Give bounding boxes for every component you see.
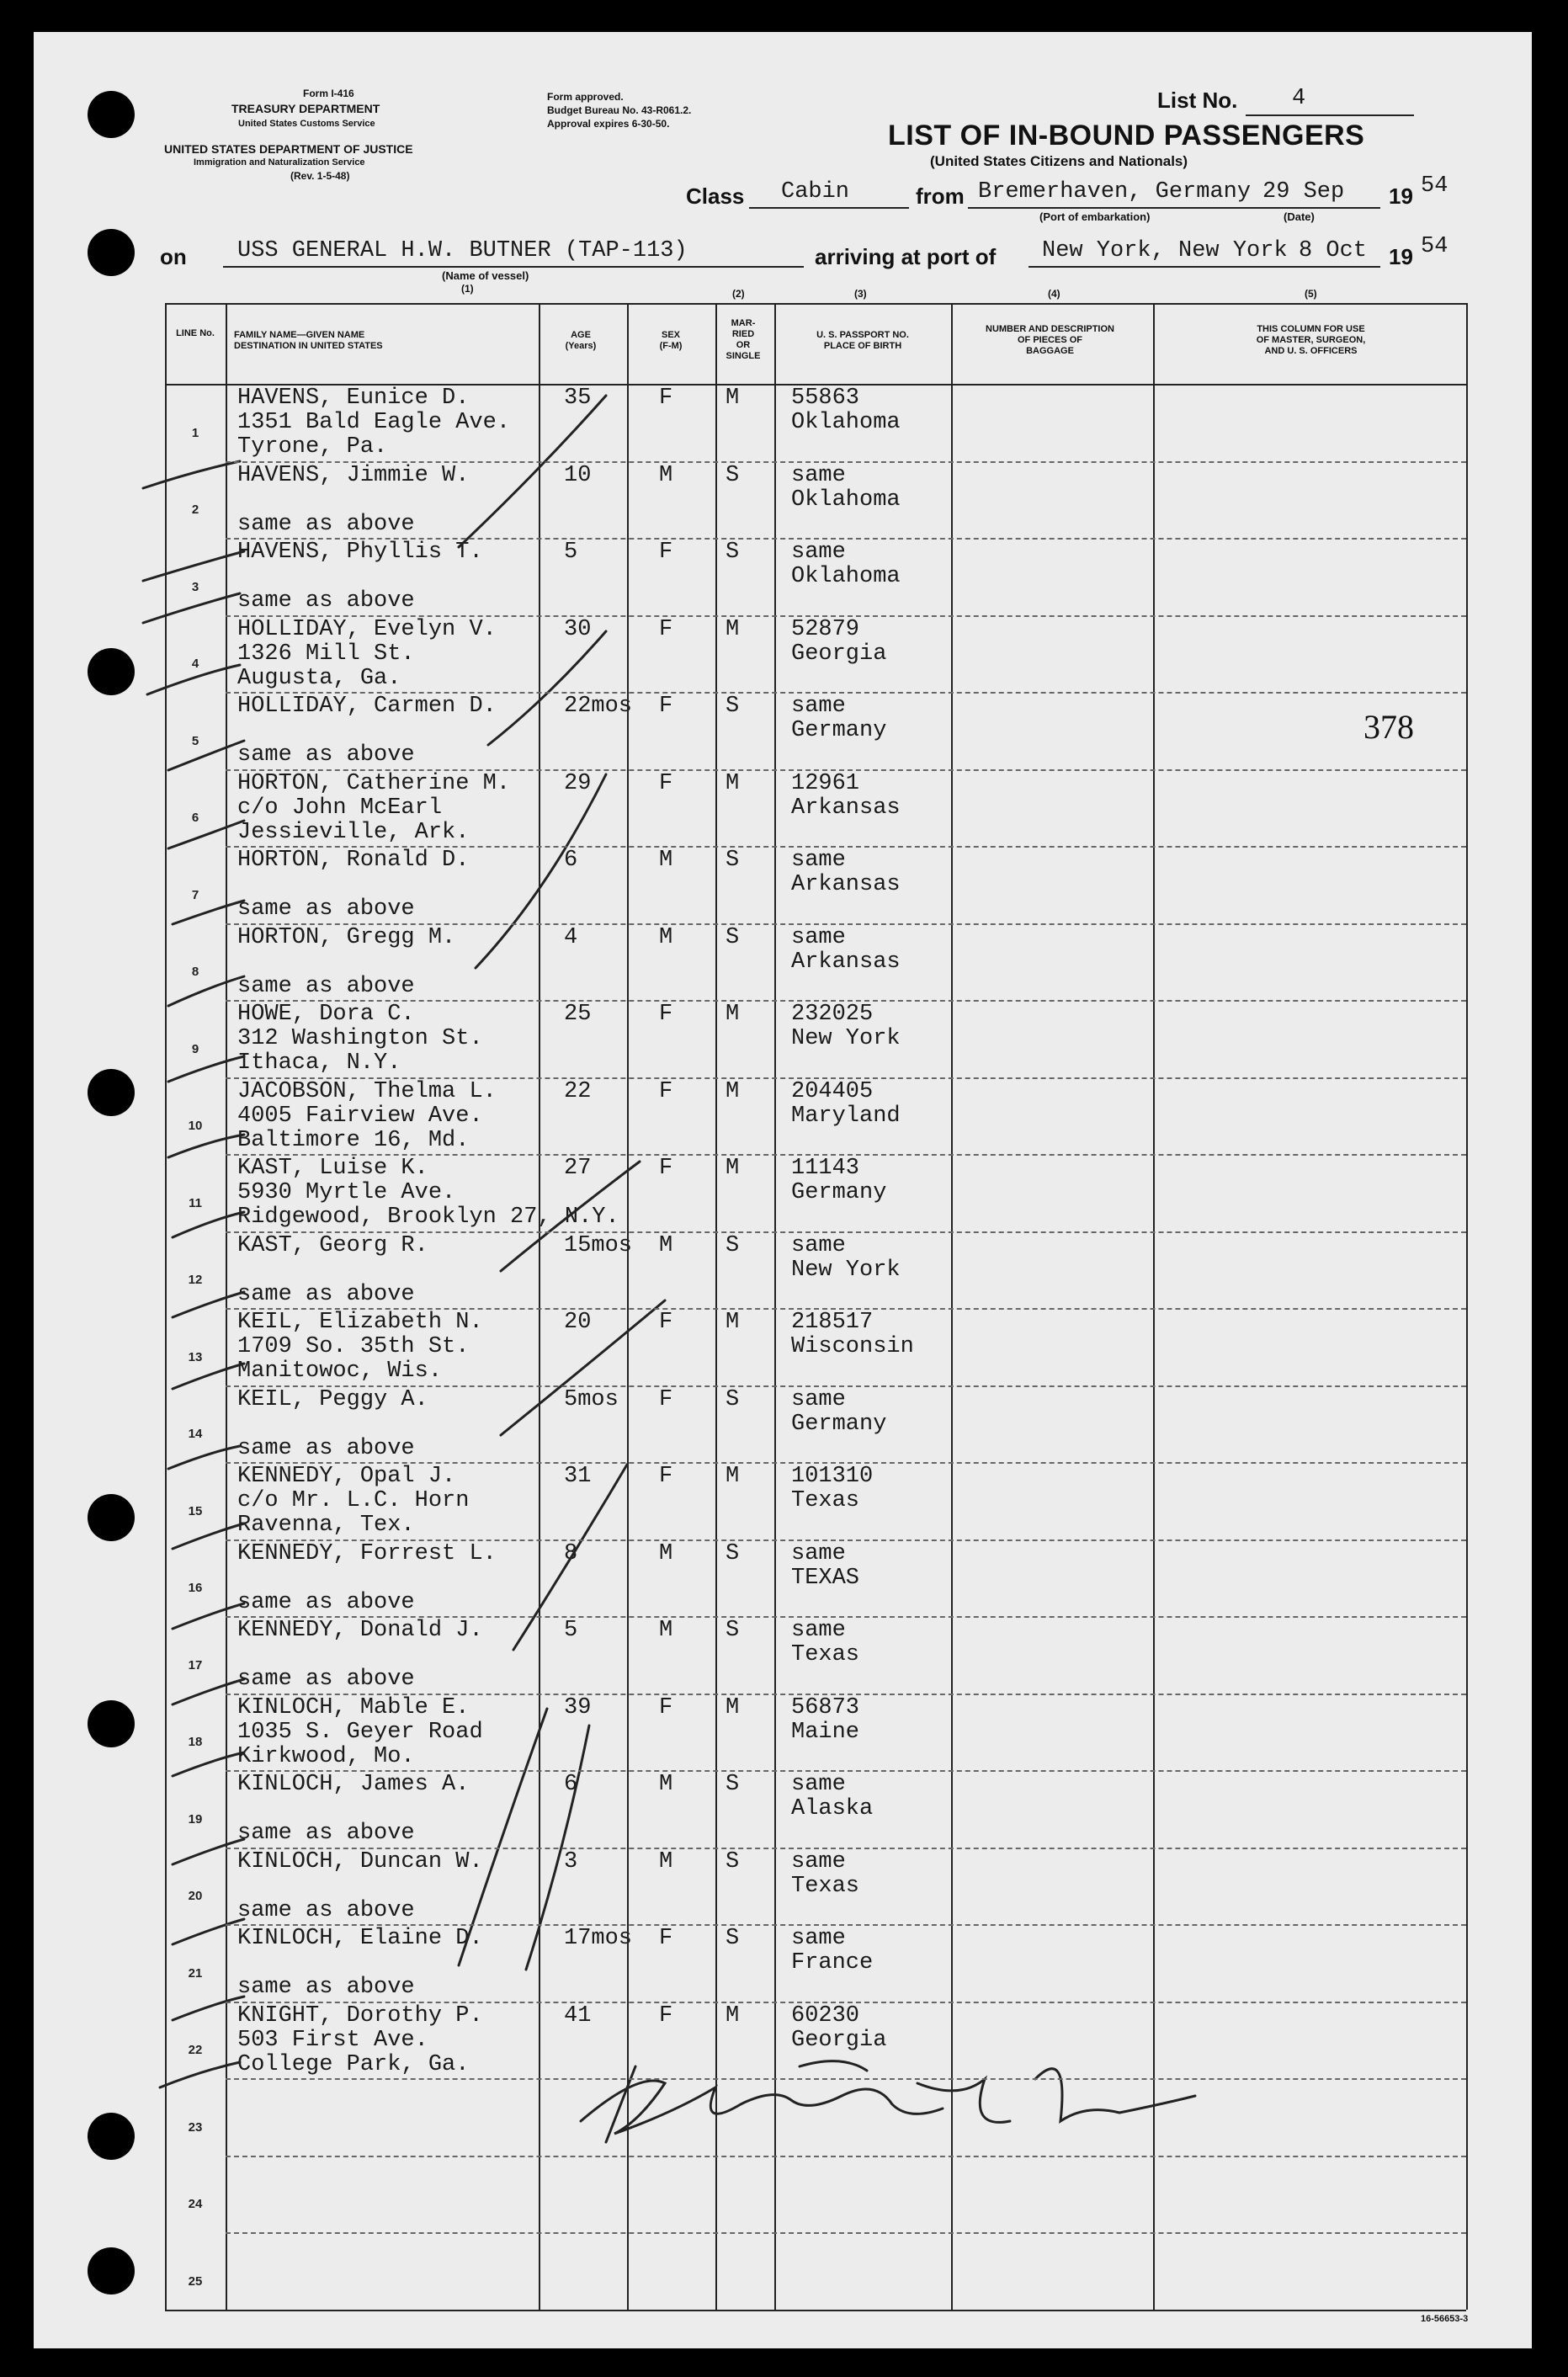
vessel-name: USS GENERAL H.W. BUTNER (TAP-113): [237, 238, 688, 263]
destination-city: same as above: [237, 1975, 415, 2000]
marital-status: M: [726, 1078, 740, 1104]
passenger-sex: F: [659, 540, 673, 565]
row-number: 25: [188, 2273, 203, 2289]
passenger-name: KENNEDY, Donald J.: [237, 1618, 483, 1643]
passenger-age: 20: [564, 1310, 592, 1335]
passenger-sex: M: [659, 462, 673, 488]
arrival-year: 54: [1421, 234, 1448, 259]
passenger-name: KAST, Luise K.: [237, 1156, 428, 1181]
passenger-age: 10: [564, 462, 592, 488]
place-of-birth: Texas: [791, 1488, 860, 1513]
marital-status: M: [726, 386, 740, 411]
destination-city: College Park, Ga.: [237, 2051, 470, 2077]
destination-city: same as above: [237, 1667, 415, 1692]
place-of-birth: Maine: [791, 1719, 860, 1745]
passenger-sex: M: [659, 1232, 673, 1258]
passport-number: 11143: [791, 1156, 860, 1181]
row-number: 1: [191, 425, 199, 440]
place-of-birth: Arkansas: [791, 795, 901, 821]
passenger-age: 22: [564, 1078, 592, 1104]
port-embarkation-caption: (Port of embarkation): [1039, 210, 1151, 223]
row-number: 17: [188, 1657, 203, 1672]
passenger-sex: F: [659, 1926, 673, 1951]
passport-number: 60230: [791, 2002, 860, 2029]
destination-street: 1351 Bald Eagle Ave.: [237, 410, 511, 435]
destination-city: same as above: [237, 1821, 415, 1846]
marital-status: S: [726, 1232, 740, 1258]
passenger-age: 39: [564, 1694, 592, 1720]
col-num-2: (2): [732, 288, 745, 300]
passport-number: 232025: [791, 1002, 874, 1027]
customs-service: United States Customs Service: [238, 119, 375, 129]
row-number: 12: [188, 1273, 203, 1287]
destination-street: 4005 Fairview Ave.: [237, 1103, 483, 1129]
passenger-age: 31: [564, 1464, 592, 1489]
passport-number: 204405: [791, 1078, 874, 1104]
place-of-birth: TEXAS: [791, 1565, 860, 1591]
treasury-dept: TREASURY DEPARTMENT: [231, 102, 380, 115]
list-number: 4: [1292, 86, 1306, 111]
passport-number: same: [791, 924, 846, 950]
passenger-sex: F: [659, 1310, 673, 1335]
marital-status: S: [726, 1926, 740, 1951]
place-of-birth: Arkansas: [791, 949, 901, 975]
marital-status: M: [726, 1156, 740, 1181]
passenger-age: 6: [564, 848, 578, 873]
row-number: 10: [188, 1119, 203, 1133]
place-of-birth: Oklahoma: [791, 564, 901, 589]
col-num-4: (4): [1048, 288, 1060, 300]
passport-number: 12961: [791, 770, 860, 796]
passenger-sex: F: [659, 1694, 673, 1720]
on-label: on: [160, 244, 187, 269]
col-num-3: (3): [854, 288, 867, 300]
class-label: Class: [686, 183, 745, 209]
passenger-name: HAVENS, Phyllis T.: [237, 540, 483, 565]
col-header-name: FAMILY NAME—GIVEN NAME DESTINATION IN UNITED STATES: [234, 330, 383, 351]
passenger-age: 5: [564, 1618, 578, 1643]
row-number: 4: [191, 657, 199, 671]
arrival-port: New York, New York: [1042, 238, 1288, 263]
passenger-name: HOLLIDAY, Evelyn V.: [237, 616, 497, 642]
place-of-birth: Germany: [791, 1180, 887, 1205]
passenger-sex: F: [659, 1078, 673, 1104]
marital-status: S: [726, 1386, 740, 1412]
marital-status: M: [726, 1002, 740, 1027]
marital-status: M: [726, 1310, 740, 1335]
row-number: 7: [191, 887, 199, 902]
destination-city: Ridgewood, Brooklyn 27, N.Y.: [237, 1204, 619, 1230]
class-value: Cabin: [781, 179, 850, 205]
place-of-birth: Germany: [791, 1411, 887, 1437]
passenger-sex: M: [659, 848, 673, 873]
passenger-name: KENNEDY, Opal J.: [237, 1464, 456, 1489]
destination-city: Tyrone, Pa.: [237, 434, 388, 460]
destination-street: 1326 Mill St.: [237, 641, 415, 667]
passenger-sex: F: [659, 2002, 673, 2029]
justice-dept: UNITED STATES DEPARTMENT OF JUSTICE: [164, 142, 413, 156]
destination-street: c/o John McEarl: [237, 795, 443, 821]
page-stamp-number: 378: [1363, 708, 1414, 746]
passport-number: same: [791, 1386, 846, 1412]
passenger-name: HORTON, Gregg M.: [237, 924, 456, 950]
place-of-birth: Oklahoma: [791, 487, 901, 513]
marital-status: S: [726, 462, 740, 488]
passenger-age: 27: [564, 1156, 592, 1181]
marital-status: S: [726, 694, 740, 719]
passport-number: 55863: [791, 386, 860, 411]
col-num-5: (5): [1305, 288, 1317, 300]
budget-bureau: Budget Bureau No. 43-R061.2.: [547, 104, 692, 116]
col-header-age: AGE (Years): [565, 330, 597, 351]
from-label: from: [916, 183, 965, 209]
vessel-col-num: (1): [461, 283, 474, 295]
marital-status: M: [726, 2002, 740, 2029]
destination-city: same as above: [237, 742, 415, 768]
destination-street: 503 First Ave.: [237, 2027, 428, 2053]
destination-street: 1709 So. 35th St.: [237, 1334, 470, 1359]
passenger-sex: M: [659, 1540, 673, 1566]
row-number: 21: [188, 1965, 203, 1981]
row-number: 16: [188, 1581, 203, 1595]
passenger-age: 35: [564, 386, 592, 411]
arriving-label: arriving at port of: [815, 244, 997, 269]
passenger-name: KINLOCH, Elaine D.: [237, 1926, 483, 1951]
passenger-sex: M: [659, 1772, 673, 1797]
passport-number: 56873: [791, 1694, 860, 1720]
passenger-name: KINLOCH, Duncan W.: [237, 1848, 483, 1874]
destination-city: same as above: [237, 1435, 415, 1461]
place-of-birth: New York: [791, 1257, 901, 1283]
passenger-sex: F: [659, 1386, 673, 1412]
form-approved: Form approved.: [547, 91, 624, 103]
destination-street: 1035 S. Geyer Road: [237, 1719, 483, 1745]
passenger-age: 29: [564, 770, 592, 796]
col-header-baggage: NUMBER AND DESCRIPTION OF PIECES OF BAGGAGE: [986, 324, 1114, 356]
marital-status: S: [726, 1772, 740, 1797]
passenger-name: KENNEDY, Forrest L.: [237, 1540, 497, 1566]
row-number: 5: [191, 733, 199, 748]
place-of-birth: France: [791, 1950, 874, 1976]
approval-expires: Approval expires 6-30-50.: [547, 118, 670, 130]
passenger-name: KINLOCH, Mable E.: [237, 1694, 470, 1720]
passenger-age: 6: [564, 1772, 578, 1797]
row-number: 23: [188, 2119, 203, 2135]
destination-street: 5930 Myrtle Ave.: [237, 1180, 456, 1205]
col-header-married: MAR- RIED OR SINGLE: [726, 318, 761, 361]
row-number: 22: [188, 2043, 203, 2057]
passenger-sex: F: [659, 616, 673, 642]
row-number: 24: [188, 2197, 203, 2211]
passenger-age: 3: [564, 1848, 578, 1874]
col-header-sex: SEX (F-M): [659, 330, 683, 351]
marital-status: S: [726, 924, 740, 950]
place-of-birth: Texas: [791, 1873, 860, 1899]
col-header-passport: U. S. PASSPORT NO. PLACE OF BIRTH: [816, 330, 909, 351]
form-revision: (Rev. 1-5-48): [290, 170, 350, 182]
place-of-birth: New York: [791, 1026, 901, 1051]
port-of-embarkation: Bremerhaven, Germany: [978, 179, 1252, 205]
passenger-name: HOWE, Dora C.: [237, 1002, 415, 1027]
passport-number: 218517: [791, 1310, 874, 1335]
passenger-sex: M: [659, 924, 673, 950]
passenger-name: HAVENS, Jimmie W.: [237, 462, 470, 488]
passenger-name: KAST, Georg R.: [237, 1232, 428, 1258]
destination-city: same as above: [237, 896, 415, 922]
ins-service: Immigration and Naturalization Service: [194, 157, 365, 168]
passenger-age: 15mos: [564, 1232, 633, 1258]
marital-status: M: [726, 616, 740, 642]
passport-number: same: [791, 1540, 846, 1566]
marital-status: S: [726, 1618, 740, 1643]
passport-number: same: [791, 1772, 846, 1797]
marital-status: M: [726, 1694, 740, 1720]
destination-city: same as above: [237, 588, 415, 614]
passport-number: same: [791, 1232, 846, 1258]
passenger-name: KEIL, Elizabeth N.: [237, 1310, 483, 1335]
row-number: 18: [188, 1735, 203, 1749]
row-number: 15: [188, 1503, 203, 1518]
passenger-age: 30: [564, 616, 592, 642]
place-of-birth: Oklahoma: [791, 410, 901, 435]
row-number: 2: [191, 503, 199, 517]
passenger-name: HAVENS, Eunice D.: [237, 386, 470, 411]
destination-street: c/o Mr. L.C. Horn: [237, 1488, 470, 1513]
passenger-sex: F: [659, 1464, 673, 1489]
place-of-birth: Georgia: [791, 641, 887, 667]
footer-code: 16-56653-3: [1421, 2314, 1469, 2324]
place-of-birth: Arkansas: [791, 872, 901, 897]
passenger-sex: M: [659, 1848, 673, 1874]
passenger-sex: M: [659, 1618, 673, 1643]
row-number: 3: [191, 579, 199, 594]
destination-city: Ithaca, N.Y.: [237, 1050, 401, 1076]
passenger-sex: F: [659, 1156, 673, 1181]
passenger-name: JACOBSON, Thelma L.: [237, 1078, 497, 1104]
page-title: LIST OF IN-BOUND PASSENGERS: [888, 120, 1365, 152]
passenger-age: 17mos: [564, 1926, 633, 1951]
passport-number: same: [791, 1848, 846, 1874]
destination-street: 312 Washington St.: [237, 1026, 483, 1051]
form-number: Form I-416: [303, 88, 354, 99]
passenger-name: KNIGHT, Dorothy P.: [237, 2002, 483, 2029]
row-number: 8: [191, 965, 199, 979]
marital-status: S: [726, 540, 740, 565]
embarkation-date: 29 Sep: [1262, 179, 1345, 205]
passenger-age: 8: [564, 1540, 578, 1566]
marital-status: M: [726, 1464, 740, 1489]
passenger-age: 5mos: [564, 1386, 619, 1412]
row-number: 14: [188, 1427, 203, 1441]
passenger-name: HORTON, Ronald D.: [237, 848, 470, 873]
destination-city: same as above: [237, 1281, 415, 1307]
passport-number: same: [791, 462, 846, 488]
passenger-sex: F: [659, 386, 673, 411]
year-prefix: 19: [1389, 244, 1413, 269]
passenger-age: 41: [564, 2002, 592, 2029]
place-of-birth: Wisconsin: [791, 1334, 914, 1359]
passport-number: same: [791, 540, 846, 565]
passport-number: same: [791, 1618, 846, 1643]
passenger-sex: F: [659, 770, 673, 796]
passenger-name: KINLOCH, James A.: [237, 1772, 470, 1797]
row-number: 19: [188, 1811, 203, 1827]
passenger-name: HOLLIDAY, Carmen D.: [237, 694, 497, 719]
passenger-age: 5: [564, 540, 578, 565]
row-number: 13: [188, 1349, 203, 1364]
year-prefix: 19: [1389, 183, 1413, 209]
marital-status: S: [726, 1540, 740, 1566]
row-number: 11: [189, 1195, 202, 1210]
passport-number: 52879: [791, 616, 860, 642]
date-caption: (Date): [1284, 210, 1315, 223]
marital-status: S: [726, 848, 740, 873]
destination-city: same as above: [237, 973, 415, 999]
page-subtitle: (United States Citizens and Nationals): [930, 153, 1188, 169]
passenger-sex: F: [659, 1002, 673, 1027]
row-number: 6: [191, 811, 199, 825]
col-header-line: LINE No.: [176, 328, 215, 338]
passenger-sex: F: [659, 694, 673, 719]
destination-city: same as above: [237, 511, 415, 537]
place-of-birth: Texas: [791, 1642, 860, 1667]
marital-status: S: [726, 1848, 740, 1874]
place-of-birth: Maryland: [791, 1103, 901, 1129]
row-number: 20: [188, 1889, 203, 1903]
vessel-caption: (Name of vessel): [442, 269, 529, 282]
marital-status: M: [726, 770, 740, 796]
embarkation-year: 54: [1421, 173, 1448, 199]
passenger-age: 4: [564, 924, 578, 950]
passenger-age: 25: [564, 1002, 592, 1027]
passport-number: same: [791, 1926, 846, 1951]
destination-city: same as above: [237, 1589, 415, 1615]
col-header-officers: THIS COLUMN FOR USE OF MASTER, SURGEON, AND U. S. OFFICERS: [1256, 324, 1366, 356]
destination-city: Augusta, Ga.: [237, 665, 401, 691]
place-of-birth: Georgia: [791, 2027, 887, 2053]
place-of-birth: Alaska: [791, 1796, 874, 1821]
destination-city: Baltimore 16, Md.: [237, 1127, 470, 1153]
passenger-name: HORTON, Catherine M.: [237, 770, 511, 796]
row-number: 9: [191, 1041, 199, 1056]
destination-city: Kirkwood, Mo.: [237, 1743, 415, 1769]
destination-city: Manitowoc, Wis.: [237, 1359, 443, 1384]
passenger-name: KEIL, Peggy A.: [237, 1386, 428, 1412]
passport-number: same: [791, 848, 846, 873]
destination-city: Jessieville, Ark.: [237, 819, 470, 845]
destination-city: same as above: [237, 1897, 415, 1923]
place-of-birth: Germany: [791, 718, 887, 743]
list-number-label: List No.: [1157, 88, 1238, 113]
passport-number: same: [791, 694, 846, 719]
passport-number: 101310: [791, 1464, 874, 1489]
arrival-date: 8 Oct: [1299, 238, 1368, 263]
passenger-age: 22mos: [564, 694, 633, 719]
destination-city: Ravenna, Tex.: [237, 1513, 415, 1538]
